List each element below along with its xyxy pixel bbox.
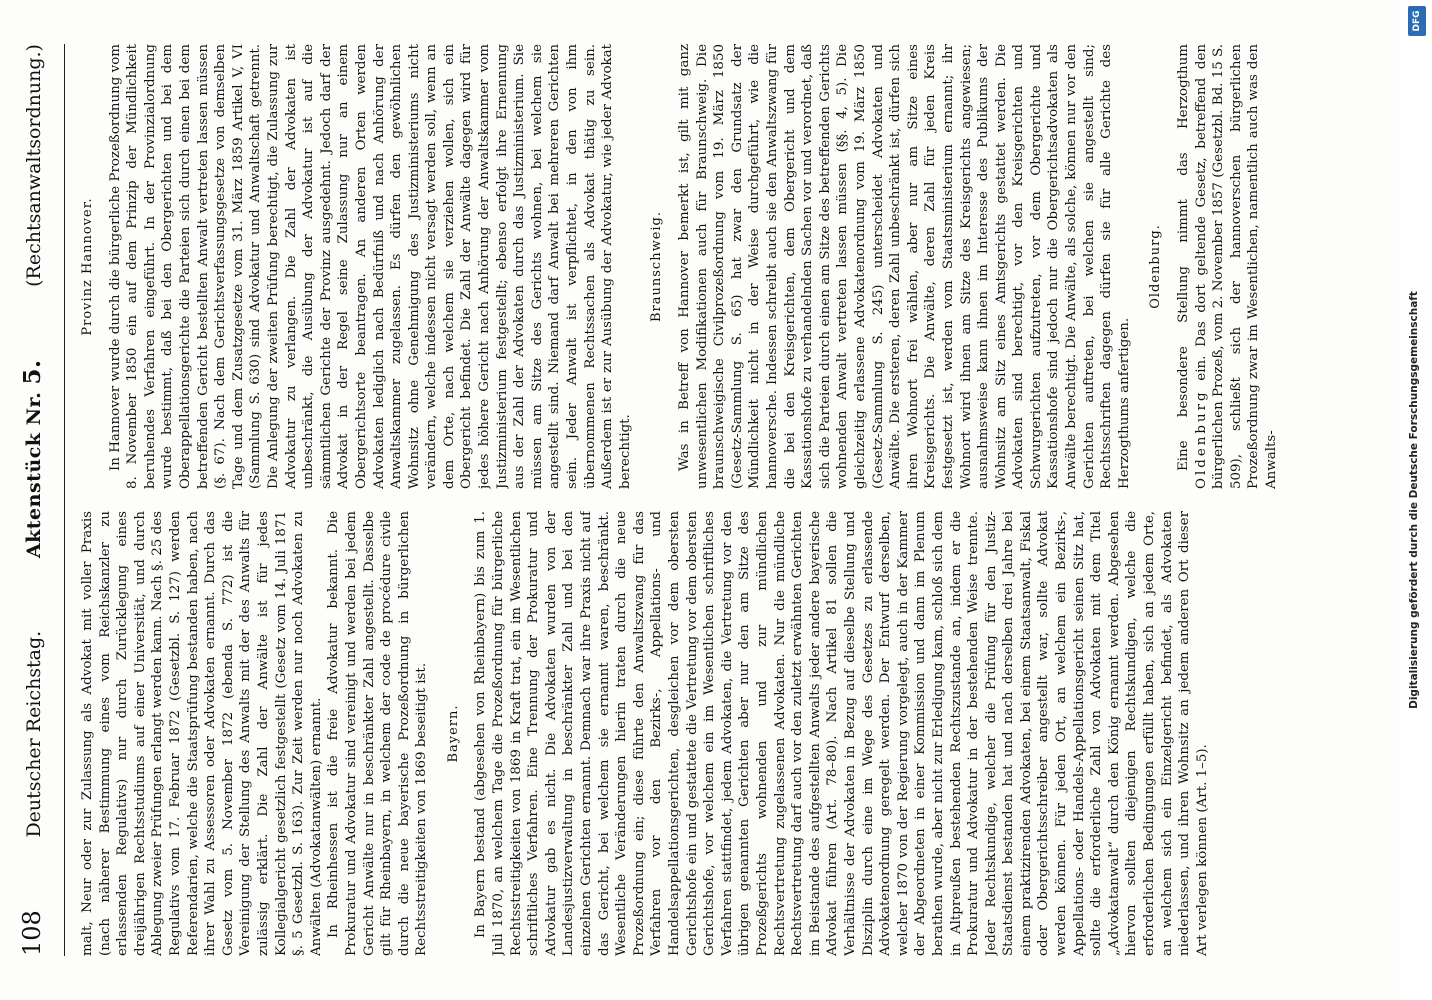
section-heading-bayern: Bayern.: [445, 704, 461, 763]
page-number: 108: [18, 910, 46, 956]
paragraph-continuation: malt, Neur oder zur Zulassung als Advokat mit voller Praxis (nach näherer Bestimmung eines vom Reichskanzler zu erlassenden Regulativs) nur durch Zurücklegung eines dreijährigen Rechtsstudiums auf einer Universität, und durch Ablegung zweier Prüfungen erlangt werden kann. Nach §. 25 des Regulativs vom 17. Februar 1872 (Gesetzbl. S. 127) werden Referendarien, welche die Staatsprüfung bestanden haben, nach ihrer Wahl zu Assessoren oder Advokaten ernannt. Durch das Gesetz vom 5. November 1872 (ebenda S. 772) ist die Vereinigung der Stellung des Anwalts mit der des Anwalts für zulässig erklärt. Die Zahl der Anwälte ist für jedes Kollegialgericht gesetzlich festgestellt (Gesetz vom 14. Juli 1871 §. 5 Gesetzbl. S. 163). Zur Zeit werden nur noch Advokaten zu Anwälten (Advokatanwälten) ernannt.: [80, 511, 324, 956]
publication-title: Deutscher Reichstag.: [23, 630, 45, 838]
oldenburg-text-rest: ein. Das dort geltende Gesetz, betreffend den bürgerlichen Prozeß, vom 2. November 1857 (Gesetzbl. Bd. 15 S. 509), schließt sich der hannoverschen bürgerlichen Prozeßordnung zwar im Wesentlichen, namentlich auch was den Anwalts-: [1193, 44, 1279, 489]
oldenburg-name: Oldenburg: [1193, 389, 1209, 489]
running-head: [18, 44, 65, 956]
credit-text: Digitalisierung gefördert durch die Deutsche Forschungsgemeinschaft: [1408, 291, 1420, 709]
paragraph-rheinhessen: In Rheinhessen ist die freie Advokatur bekannt. Die Prokuratur und Advokatur sind vereinigt und werden bei jedem Gericht Anwälte nur in beschränkter Zahl angestellt. Dasselbe gilt für Rheinbayern, in welchem der code de procédure civile durch die neue bayerische Prozeßordnung in bürgerlichen Rechtsstreitigkeiten von 1869 beseitigt ist.: [326, 511, 430, 956]
paragraph-braunschweig: Was in Betreff von Hannover bemerkt ist, gilt mit ganz unwesentlichen Modifikationen auch für Braunschweig. Die braunschweigische Civilprozeßordnung vom 19. März 1850 (Gesetz-Sammlung S. 65) hat zwar den Grundsatz der Mündlichkeit nicht in der Weise durchgeführt, wie die hannoversche. Indessen schreibt auch sie den Anwaltszwang für die bei den Kreisgerichten, dem Obergericht und dem Kassationshofe zu verhandelnden Sachen vor und verordnet, daß sich die Parteien durch einen am Sitze des betreffenden Gerichts wohnenden Anwalt vertreten lassen müssen (§§. 4, 5). Die gleichzeitig erlassene Advokatenordnung vom 19. März 1850 (Gesetz-Sammlung S. 245) unterscheidet Advokaten und Anwälte. Die ersteren, deren Zahl unbeschränkt ist, dürfen sich ihren Wohnort frei wählen, aber nur am Sitze eines Kreisgerichts. Die Anwälte, deren Zahl für jeden Kreis festgesetzt ist, werden vom Staatsministerium ernannt; ihr Wohnort wird ihnen am Sitze des Kreisgerichts angewiesen; ausnahmsweise kann ihnen im Interesse des Publikums der Wohnsitz am Sitz eines Amtsgerichts gestattet werden. Die Advokaten sind berechtigt, vor den Kreisgerichten und Schwurgerichten aufzutreten, vor dem Obergerichte und Kassationshofe sind jedoch nur die Obergerichtsadvokaten als Anwälte berechtigt. Die Anwälte, als solche, können nur vor den Gerichten auftreten, bei welchen sie angestellt sind; Rechtsschriften dagegen dürfen sie für alle Gerichte des Herzogthums anfertigen.: [677, 44, 1132, 489]
document-number: [19, 360, 46, 559]
section-heading-oldenburg: Oldenburg.: [1148, 224, 1164, 309]
right-column: [79, 44, 1329, 489]
paragraph-hannover: In Hannover wurde durch die bürgerliche Prozeßordnung vom 8. November 1850 ein auf dem Prinzip der Mündlichkeit beruhendes Verfahren eingeführt. In der Provinzialordnung wurde bestimmt, daß bei den Obergerichten und bei dem Oberappellationsgerichte die Parteien sich durch einen bei dem betreffenden Gericht bestellten Anwalt vertreten lassen müssen (§. 67). Nach dem Gerichtsverfassungsgesetze von demselben Tage und dem Zusatzgesetze vom 31. März 1859 Artikel V, VI (Sammlung S. 630) sind Advokatur und Anwaltschaft getrennt. Die Anlegung der zweiten Prüfung berechtigt, die Zulassung zur Advokatur zu verlangen. Die Zahl der Advokaten ist unbeschränkt, die Ausübung der Advokatur ist auf die sämmtlichen Gerichte der Provinz ausgedehnt. Jedoch darf der Advokat in der Regel seine Zulassung nur an einem Obergerichtsorte beantragen. An anderen Orten werden Advokaten lediglich nach Bedürfniß und nach Anhörung der Anwaltskammer zugelassen. Es dürfen den gewöhnlichen Wohnsitz ohne Genehmigung des Justizministeriums nicht verändern, welche indessen nicht versagt werden soll, wenn an dem Orte, nach welchem sie verziehen wollen, sich ein Obergericht befindet. Die Zahl der Anwälte dagegen wird für jedes höhere Gericht nach Anhörung der Anwaltskammer vom Justizministerium festgestellt; ebenso erfolgt ihre Ernennung aus der Zahl der Advokaten durch das Justizministerium. Sie müssen am Sitze des Gerichts wohnen, bei welchem sie angestellt sind. Niemand darf Anwalt bei mehreren Gerichten sein. Jeder Anwalt ist verpflichtet, in den von ihm übernommenen Rechtssachen als Advokat thätig zu sein. Außerdem ist er zur Ausübung der Advokatur, wie jeder Advokat berechtigt.: [107, 44, 633, 489]
dfg-logo-text: DFG: [1412, 10, 1422, 32]
paragraph-bayern: In Bayern bestand (abgesehen von Rheinbayern) bis zum 1. Juli 1870, an welchem Tage die Prozeßordnung für bürgerliche Rechtsstreitigkeiten von 1869 in Kraft trat, ein im Wesentlichen schriftliches Verfahren. Eine Trennung der Prokuratur und Advokatur gab es nicht. Die Advokaten wurden von der Landesjustizverwaltung in beschränkter Zahl und bei den einzelnen Gerichten ernannt. Demnach war ihre Praxis nicht auf das Gericht, bei welchem sie ernannt waren, beschränkt. Wesentliche Veränderungen hierin traten durch die neue Prozeßordnung ein; diese führte den Anwaltszwang für das Verfahren vor den Bezirks-, Appellations- und Handelsappellationsgerichten, desgleichen vor dem obersten Gerichtshofe ein und gestattete die Vertretung vor dem obersten Gerichtshofe, vor welchem ein im Wesentlichen schriftliches Verfahren stattfindet, jedem Advokaten, die Vertretung vor den übrigen genannten Gerichten aber nur den am Sitze des Prozeßgerichts wohnenden und zur mündlichen Rechtsvertretung zugelassenen Advokaten. Nur die mündliche Rechtsvertretung darf auch vor den zuletzt erwähnten Gerichten im Beistande des aufgestellten Anwalts jeder andere bayerische Advokat führen (Art. 78–80). Nach Artikel 81 sollen die Verhältnisse der Advokaten in Bezug auf dieselbe Stellung und Disziplin durch eine im Wege des Gesetzes zu erlassende Advokatenordnung geregelt werden. Der Entwurf derselben, welcher 1870 von der Regierung vorgelegt, auch in der Kammer der Abgeordneten in einer Kommission und dann im Plenum berathen wurde, aber nicht zur Erledigung kam, schloß sich dem in Altpreußen bestehenden Rechtszustande an, indem er die Prokuratur und Advokatur in der bestehenden Weise trennte. Jeder Rechtskundige, welcher die Prüfung für den Justiz-Staatsdienst bestanden hat und nach derselben drei Jahre bei einem praktizirenden Advokaten, bei einem Staatsanwalt, Fiskal oder Obergerichtsschreiber angestellt war, sollte Advokat werden können. Für jeden Ort, an welchem ein Bezirks-, Appellations- oder Handels-Appellationsgericht seinen Sitz hat, sollte die erforderliche Zahl von Advokaten mit dem Titel „Advokatanwalt“ durch den König ernannt werden. Abgesehen hiervon sollten diejenigen Rechtskundigen, welche die erforderlichen Bedingungen erfüllt haben, sich an jedem Orte, an welchem sich ein Einzelgericht befindet, als Advokaten niederlassen, und ihren Wohnsitz an jedem anderen Ort dieser Art verlegen können (Art. 1–5).: [473, 511, 1210, 956]
digitization-credit: [1404, 40, 1424, 960]
document-number-value: 5.: [19, 359, 46, 385]
left-column: [79, 511, 1329, 956]
oldenburg-text-start: Eine besondere Stellung nimmt das Herzogthum: [1176, 44, 1192, 471]
section-heading-braunschweig: Braunschweig.: [649, 210, 665, 323]
document-number-prefix: Aktenstück Nr.: [23, 391, 45, 559]
text-columns: [79, 44, 1329, 956]
section-heading-hannover: Provinz Hannover.: [80, 197, 95, 336]
paragraph-oldenburg: [1175, 44, 1281, 489]
dfg-logo: [1408, 6, 1426, 36]
document-subject: (Rechtsanwaltsordnung.): [23, 44, 45, 287]
